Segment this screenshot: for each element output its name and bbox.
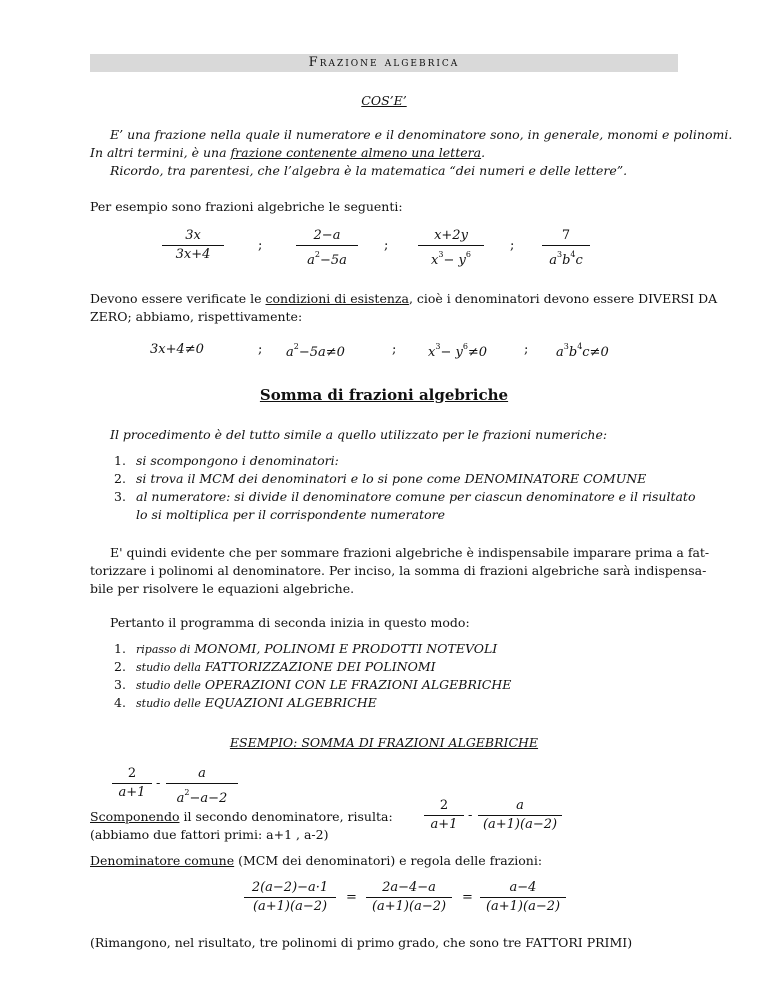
conditions-line-2: ZERO; abbiamo, rispettivamente: <box>90 309 303 324</box>
scomponendo-line-1: Scomponendo il secondo denominatore, risulta: <box>90 809 393 824</box>
prog-item-4: studio delle EQUAZIONI ALGEBRICHE <box>136 695 377 710</box>
scomponendo-line-2: (abbiamo due fattori primi: a+1 , a-2) <box>90 827 329 842</box>
fraction-bar <box>542 245 590 246</box>
fraction-bar <box>296 245 358 246</box>
fraction-denominator: $x^3- y^6$ <box>431 250 471 268</box>
denominatore-comune-line: Denominatore comune (MCM dei denominatori) e regola delle frazioni: <box>90 853 543 868</box>
separator: ; <box>258 238 263 253</box>
somma-intro: Il procedimento è del tutto simile a quello utilizzato per le frazioni numeriche: <box>110 427 608 442</box>
esempio-fraction-1: 2 a+1 <box>112 766 152 801</box>
example-fraction-1 <box>162 228 224 263</box>
fraction-denominator: $a^2-5a$ <box>307 250 347 268</box>
minus-sign: - <box>468 808 473 823</box>
example-fraction-4 <box>542 228 590 269</box>
esempio-fraction-2: a $a^2-a-2$ <box>166 766 238 807</box>
cose-line-2-underlined: frazione contenente almeno una lettera <box>230 145 482 160</box>
condition-4: $a^3b^4c\ne 0$ <box>556 342 609 360</box>
condition-1: 3x+4≠0 <box>150 342 204 357</box>
fraction-bar <box>418 245 484 246</box>
separator: ; <box>392 342 397 357</box>
separator: ; <box>510 238 515 253</box>
fraction-denominator: $a^3b^4c$ <box>549 250 583 268</box>
result-fraction-2: 2a−4−a (a+1)(a−2) <box>366 880 452 915</box>
step-2-num: 2. <box>114 471 126 486</box>
cose-line-2-post: . <box>481 145 486 160</box>
condition-2: $a^2-5a\ne 0$ <box>286 342 345 360</box>
separator: ; <box>258 342 263 357</box>
result-fraction-1: 2(a−2)−a·1 (a+1)(a−2) <box>244 880 336 915</box>
cose-line-2 <box>90 144 485 162</box>
condizioni-esistenza: condizioni di esistenza <box>265 291 409 306</box>
separator: ; <box>384 238 389 253</box>
cose-line-2-pre: In altri termini, è una <box>90 145 231 160</box>
step-3-num: 3. <box>114 489 126 504</box>
cose-heading: COS’E’ <box>361 93 407 108</box>
fraction-denominator: 3x+4 <box>175 247 211 262</box>
step-3-text: al numeratore: si divide il denominatore comune per ciascun denominatore e il risultato <box>136 489 696 504</box>
minus-sign: - <box>156 776 161 791</box>
programma-intro: Pertanto il programma di seconda inizia in questo modo: <box>110 615 470 630</box>
fraction-bar <box>162 245 224 246</box>
fraction-numerator: 2−a <box>313 228 341 243</box>
scomposta-fraction-2: a (a+1)(a−2) <box>478 798 562 833</box>
step-1-num: 1. <box>114 453 126 468</box>
para-line-1: E' quindi evidente che per sommare frazioni algebriche è indispensabile imparare prima a fat- <box>110 545 710 560</box>
prog-item-3: studio delle OPERAZIONI CON LE FRAZIONI ALGEBRICHE <box>136 677 512 692</box>
page-title: Frazione algebrica <box>308 55 460 70</box>
conditions-line-1: Devono essere verificate le condizioni di esistenza, cioè i denominatori devono essere DIVERSI DA <box>90 291 718 306</box>
section-title-somma: Somma di frazioni algebriche <box>259 386 509 404</box>
step-2-text: si trova il MCM dei denominatori e lo si pone come DENOMINATORE COMUNE <box>136 471 647 486</box>
fraction-numerator: 3x <box>185 228 201 243</box>
cose-line-1: E’ una frazione nella quale il numeratore e il denominatore sono, in generale, monomi e polinomi. <box>110 127 733 142</box>
condition-3: $x^3- y^6\ne 0$ <box>428 342 488 360</box>
separator: ; <box>524 342 529 357</box>
para-line-2: torizzare i polinomi al denominatore. Per inciso, la somma di frazioni algebriche sarà indispensa- <box>90 563 707 578</box>
prog-item-2-num: 2. <box>114 659 126 674</box>
fraction-numerator: 7 <box>561 228 571 243</box>
final-note: (Rimangono, nel risultato, tre polinomi di primo grado, che sono tre FATTORI PRIMI) <box>90 935 633 950</box>
step-1-text: si scompongono i denominatori: <box>136 453 339 468</box>
result-fraction-3: a−4 (a+1)(a−2) <box>480 880 566 915</box>
prog-item-1: ripasso di MONOMI, POLINOMI E PRODOTTI NOTEVOLI <box>136 641 498 656</box>
scomposta-fraction-1: 2 a+1 <box>424 798 464 833</box>
esempio-heading: ESEMPIO: SOMMA DI FRAZIONI ALGEBRICHE <box>229 735 539 750</box>
examples-intro: Per esempio sono frazioni algebriche le seguenti: <box>90 199 403 214</box>
example-fraction-2 <box>296 228 358 269</box>
step-3-text-cont: lo si moltiplica per il corrispondente numeratore <box>136 507 446 522</box>
prog-item-2: studio della FATTORIZZAZIONE DEI POLINOMI <box>136 659 436 674</box>
prog-item-4-num: 4. <box>114 695 126 710</box>
para-line-3: bile per risolvere le equazioni algebriche. <box>90 581 355 596</box>
prog-item-3-num: 3. <box>114 677 126 692</box>
example-fraction-3 <box>418 228 484 269</box>
cose-line-3: Ricordo, tra parentesi, che l’algebra è la matematica “dei numeri e delle lettere”. <box>110 163 628 178</box>
fraction-numerator: x+2y <box>434 228 468 243</box>
prog-item-1-num: 1. <box>114 641 126 656</box>
equals-sign: = <box>462 890 473 905</box>
equals-sign: = <box>346 890 357 905</box>
